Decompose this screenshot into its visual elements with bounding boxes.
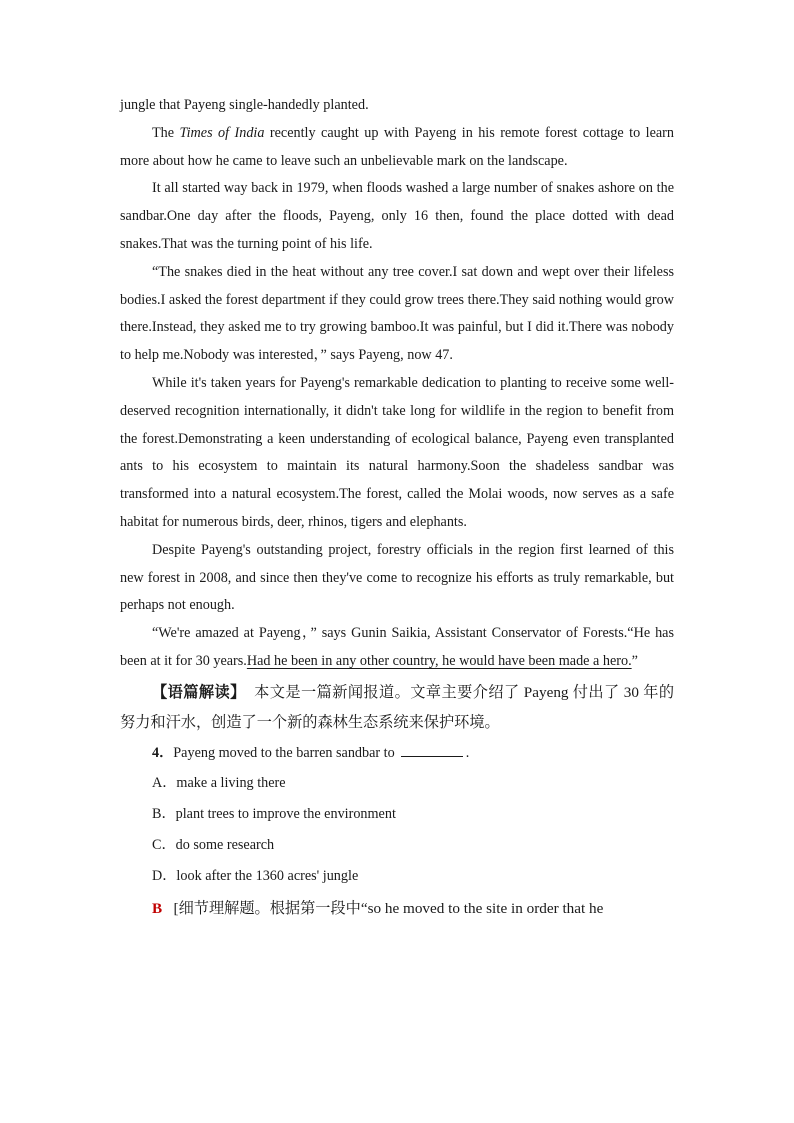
question-text: Payeng moved to the barren sandbar to [173,744,395,761]
paragraph-officials [120,537,674,620]
question-stem [120,740,674,768]
paragraph-times-of-india [120,120,674,176]
paragraph-quote-snakes [120,259,674,370]
answer-letter: B [152,899,163,917]
option-d: D．look after the 1360 acres' jungle [152,867,359,884]
question-period: . [465,744,470,761]
paragraph-text: “We're amazed at Payeng，” says Gunin Saikia, Assistant Conservator of Forests.“He has been at it for 30 years. [120,625,674,669]
question-number: 4． [152,744,174,761]
paragraph-dedication [120,370,674,537]
answer-blank [401,744,463,757]
underlined-sentence: Had he been in any other country, he would have been made a hero. [246,652,632,669]
passage-analysis [120,678,674,738]
paragraph-quote-saikia [120,620,674,676]
explanation-text: [细节理解题。根据第一段中“so he moved to the site in order that he [173,899,604,917]
option-b: B．plant trees to improve the environment [152,805,396,822]
document-body [120,92,674,924]
newspaper-name: Times of India [179,124,265,141]
paragraph-text: The [152,124,180,141]
paragraph-text: “The snakes died in the heat without any tree cover.I sat down and wept over their lifeless bodies.I asked the forest department if they could grow trees there.They said nothing would grow there.Instead, they asked me to try growing bamboo.It was painful, but I did it.There was nobody to help me.Nobody was interested，” says Payeng, now 47. [120,263,674,364]
paragraph-continuation [120,92,674,120]
paragraph-text: While it's taken years for Payeng's remarkable dedication to planting to receive some well-deserved recognition internationally, it didn't take long for wildlife in the region to benefit from the forest.Demonstrating a keen understanding of ecological balance, Payeng even transplanted ants to his ecosystem to maintain its natural harmony.Soon the shadeless sandbar was transformed into a natural ecosystem.The forest, called the Molai woods, now serves as a safe habitat for numerous birds, deer, rhinos, tigers and elephants. [120,374,674,530]
paragraph-text: Despite Payeng's outstanding project, forestry officials in the region first learned of this new forest in 2008, and since then they've come to recognize his efforts as truly remarkable, but perhaps not enough. [120,541,674,614]
option-c: C．do some research [152,836,275,853]
answer-explanation [120,894,674,924]
paragraph-text: It all started way back in 1979, when floods washed a large number of snakes ashore on the sandbar.One day after the floods, Payeng, only 16 then, found the place dotted with dead snakes.That was the turning point of his life. [120,180,674,252]
analysis-text: 本文是一篇新闻报道。文章主要介绍了 Payeng 付出了 30 年的努力和汗水，创造了一个新的森林生态系统来保护环境。 [120,683,675,731]
paragraph-text: jungle that Payeng single-handedly planted. [120,97,369,113]
paragraph-1979 [120,175,674,258]
option-a: A．make a living there [152,774,286,791]
closing-quote: ” [631,652,638,669]
paragraph-text: recently caught up with Payeng in his remote forest cottage to learn more about how he came to leave such an unbelievable mark on the landscape. [120,124,674,169]
analysis-label: 【语篇解读】 [152,683,246,701]
